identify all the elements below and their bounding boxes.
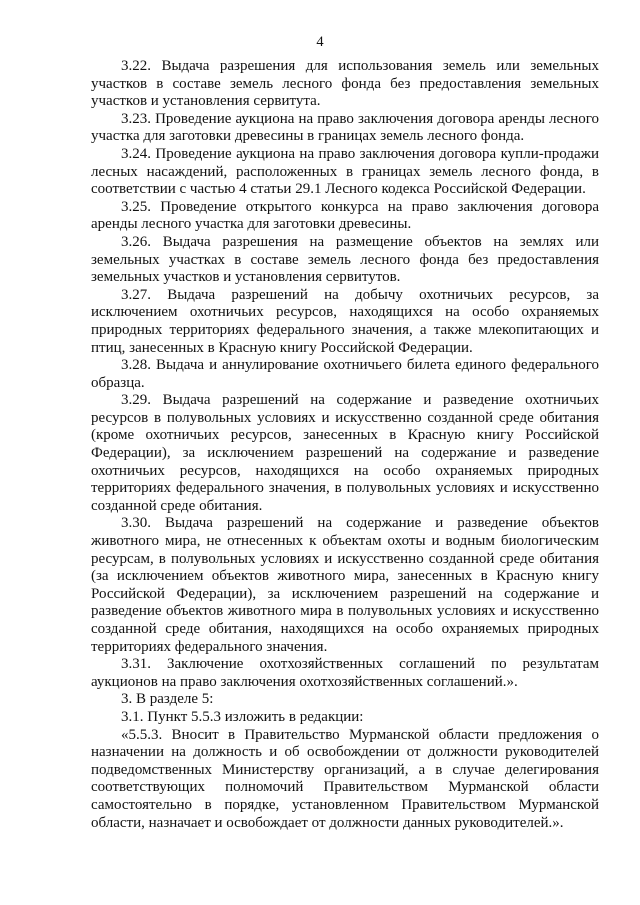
paragraph-3-30: 3.30. Выдача разрешений на содержание и разведение объектов животного мира, не отнесенных к объектам охоты и водным биологическим ресурсам, в полувольных условиях и искусственно созданной среде обитания (за исключением объектов животного мира, занесенных в Красную книгу Российской Федерации), за исключением разрешений на содержание и разведение объектов животного мира в полувольных условиях и искусственно созданной среде обитания, находящихся на особо охраняемых природных территориях федерального значения. xyxy=(91,515,599,655)
page-number: 4 xyxy=(316,34,324,50)
paragraph-3-29: 3.29. Выдача разрешений на содержание и разведение охотничьих ресурсов в полувольных условиях и искусственно созданной среде обитания (кроме охотничьих ресурсов, занесенных в Красную книгу Российской Федерации), за исключением разрешений на содержание и разведение охотничьих ресурсов, находящихся на особо охраняемых природных территориях федерального значения, в полувольных условиях и искусственно созданной среде обитания. xyxy=(91,392,599,514)
paragraph-3-25: 3.25. Проведение открытого конкурса на право заключения договора аренды лесного участка для заготовки древесины. xyxy=(91,198,599,233)
paragraph-section-5: 3. В разделе 5: xyxy=(121,691,214,708)
document-body xyxy=(91,58,599,832)
paragraph-3-28: 3.28. Выдача и аннулирование охотничьего билета единого федерального образца. xyxy=(91,357,599,391)
paragraph-3-31: 3.31. Заключение охотхозяйственных соглашений по результатам аукционов на право заключения охотхозяйственных соглашений.». xyxy=(91,656,599,690)
paragraph-5-5-3: «5.5.3. Вносит в Правительство Мурманской области предложения о назначении на должность и об освобождении от должности руководителей подведомственных Министерству организаций, а в случае делегирования соответствующих полномочий Правительством Мурманской области самостоятельно в порядке, установленном Правительством Мурманской области, назначает и освобождает от должности данных руководителей.». xyxy=(91,726,599,831)
paragraph-3-26: 3.26. Выдача разрешения на размещение объектов на землях или земельных участках в составе земель лесного фонда без предоставления земельных участков и установления сервитутов. xyxy=(91,233,599,286)
paragraph-3-24: 3.24. Проведение аукциона на право заключения договора купли-продажи лесных насаждений, расположенных в границах земель лесного фонда, в соответствии с частью 4 статьи 29.1 Лесного кодекса Российской Федерации. xyxy=(91,145,599,198)
paragraph-3-23: 3.23. Проведение аукциона на право заключения договора аренды лесного участка для заготовки древесины в границах земель лесного фонда. xyxy=(91,110,599,145)
paragraph-3-1: 3.1. Пункт 5.5.3 изложить в редакции: xyxy=(121,708,364,725)
paragraph-3-22: 3.22. Выдача разрешения для использования земель или земельных участков в составе земель лесного фонда без предоставления земельных участков и установления сервитута. xyxy=(91,58,599,110)
paragraph-3-27: 3.27. Выдача разрешений на добычу охотничьих ресурсов, за исключением охотничьих ресурсов, находящихся на особо охраняемых природных территориях федерального значения, а также млекопитающих и птиц, занесенных в Красную книгу Российской Федерации. xyxy=(91,286,599,356)
